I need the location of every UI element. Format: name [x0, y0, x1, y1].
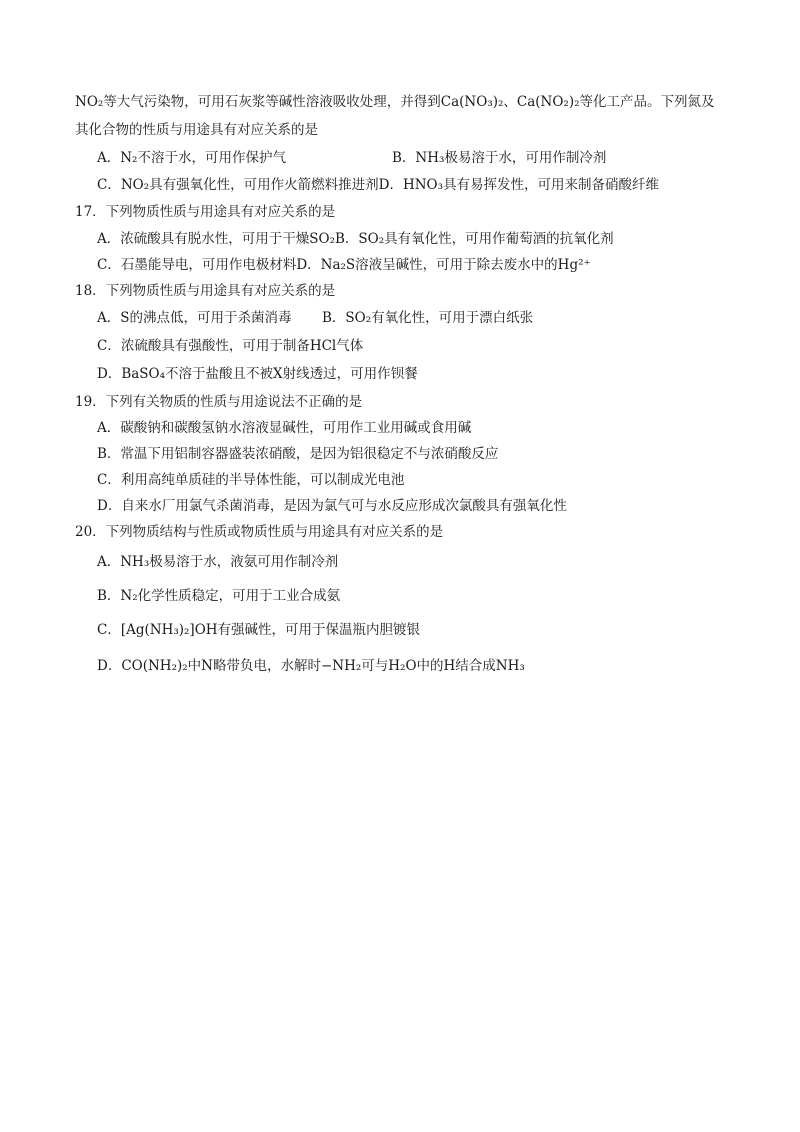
q19-option-d: D．自来水厂用氯气杀菌消毒，是因为氯气可与水反应形成次氯酸具有强氧化性 [97, 498, 567, 514]
q16-option-c: C．NO₂具有强氧化性，可用作火箭燃料推进剂 [97, 177, 379, 193]
q16-option-b: B．NH₃极易溶于水，可用作制冷剂 [392, 150, 607, 166]
intro-line-2: 其化合物的性质与用途具有对应关系的是 [75, 122, 318, 138]
q16-options-cd [97, 176, 737, 194]
q17-stem: 17．下列物质性质与用途具有对应关系的是 [75, 204, 336, 220]
q20-option-d: D．CO(NH₂)₂中N略带负电，水解时−NH₂可与H₂O中的H结合成NH₃ [97, 658, 525, 674]
q19-option-a: A．碳酸钠和碳酸氢钠水溶液显碱性，可用作工业用碱或食用碱 [97, 420, 472, 436]
intro-line-1: NO₂等大气污染物，可用石灰浆等碱性溶液吸收处理，并得到Ca(NO₃)₂、Ca(NO₂)₂等化工产品。下列氮及 [75, 94, 715, 110]
q19-option-c: C．利用高纯单质硅的半导体性能，可以制成光电池 [97, 472, 405, 488]
q18-stem: 18．下列物质性质与用途具有对应关系的是 [75, 283, 336, 299]
q18-option-a: A．S的沸点低，可用于杀菌消毒 [97, 310, 292, 326]
q19-stem: 19．下列有关物质的性质与用途说法不正确的是 [75, 394, 363, 410]
q20-option-b: B．N₂化学性质稳定，可用于工业合成氨 [97, 588, 341, 604]
q18-option-b: B．SO₂有氧化性，可用于漂白纸张 [322, 310, 534, 326]
q16-option-d: D．HNO₃具有易挥发性，可用来制备硝酸纤维 [378, 177, 660, 193]
q20-option-a: A．NH₃极易溶于水，液氨可用作制冷剂 [97, 554, 339, 570]
q19-option-b: B．常温下用铝制容器盛装浓硝酸，是因为铝很稳定不与浓硝酸反应 [97, 446, 499, 462]
q17-options-cd: C．石墨能导电，可用作电极材料D．Na₂S溶液呈碱性，可用于除去废水中的Hg²⁺ [97, 257, 591, 273]
q20-stem: 20．下列物质结构与性质或物质性质与用途具有对应关系的是 [75, 524, 444, 540]
q16-option-a: A．N₂不溶于水，可用作保护气 [97, 150, 286, 166]
q17-options-ab: A．浓硫酸具有脱水性，可用于干燥SO₂B．SO₂具有氧化性，可用作葡萄酒的抗氧化剂 [97, 231, 614, 247]
q20-option-c: C．[Ag(NH₃)₂]OH有强碱性，可用于保温瓶内胆镀银 [97, 622, 421, 638]
q18-option-d: D．BaSO₄不溶于盐酸且不被X射线透过，可用作钡餐 [97, 366, 418, 382]
q16-options-ab [97, 149, 737, 167]
q18-option-c: C．浓硫酸具有强酸性，可用于制备HCl气体 [97, 338, 364, 354]
q18-options-ab [97, 309, 737, 327]
